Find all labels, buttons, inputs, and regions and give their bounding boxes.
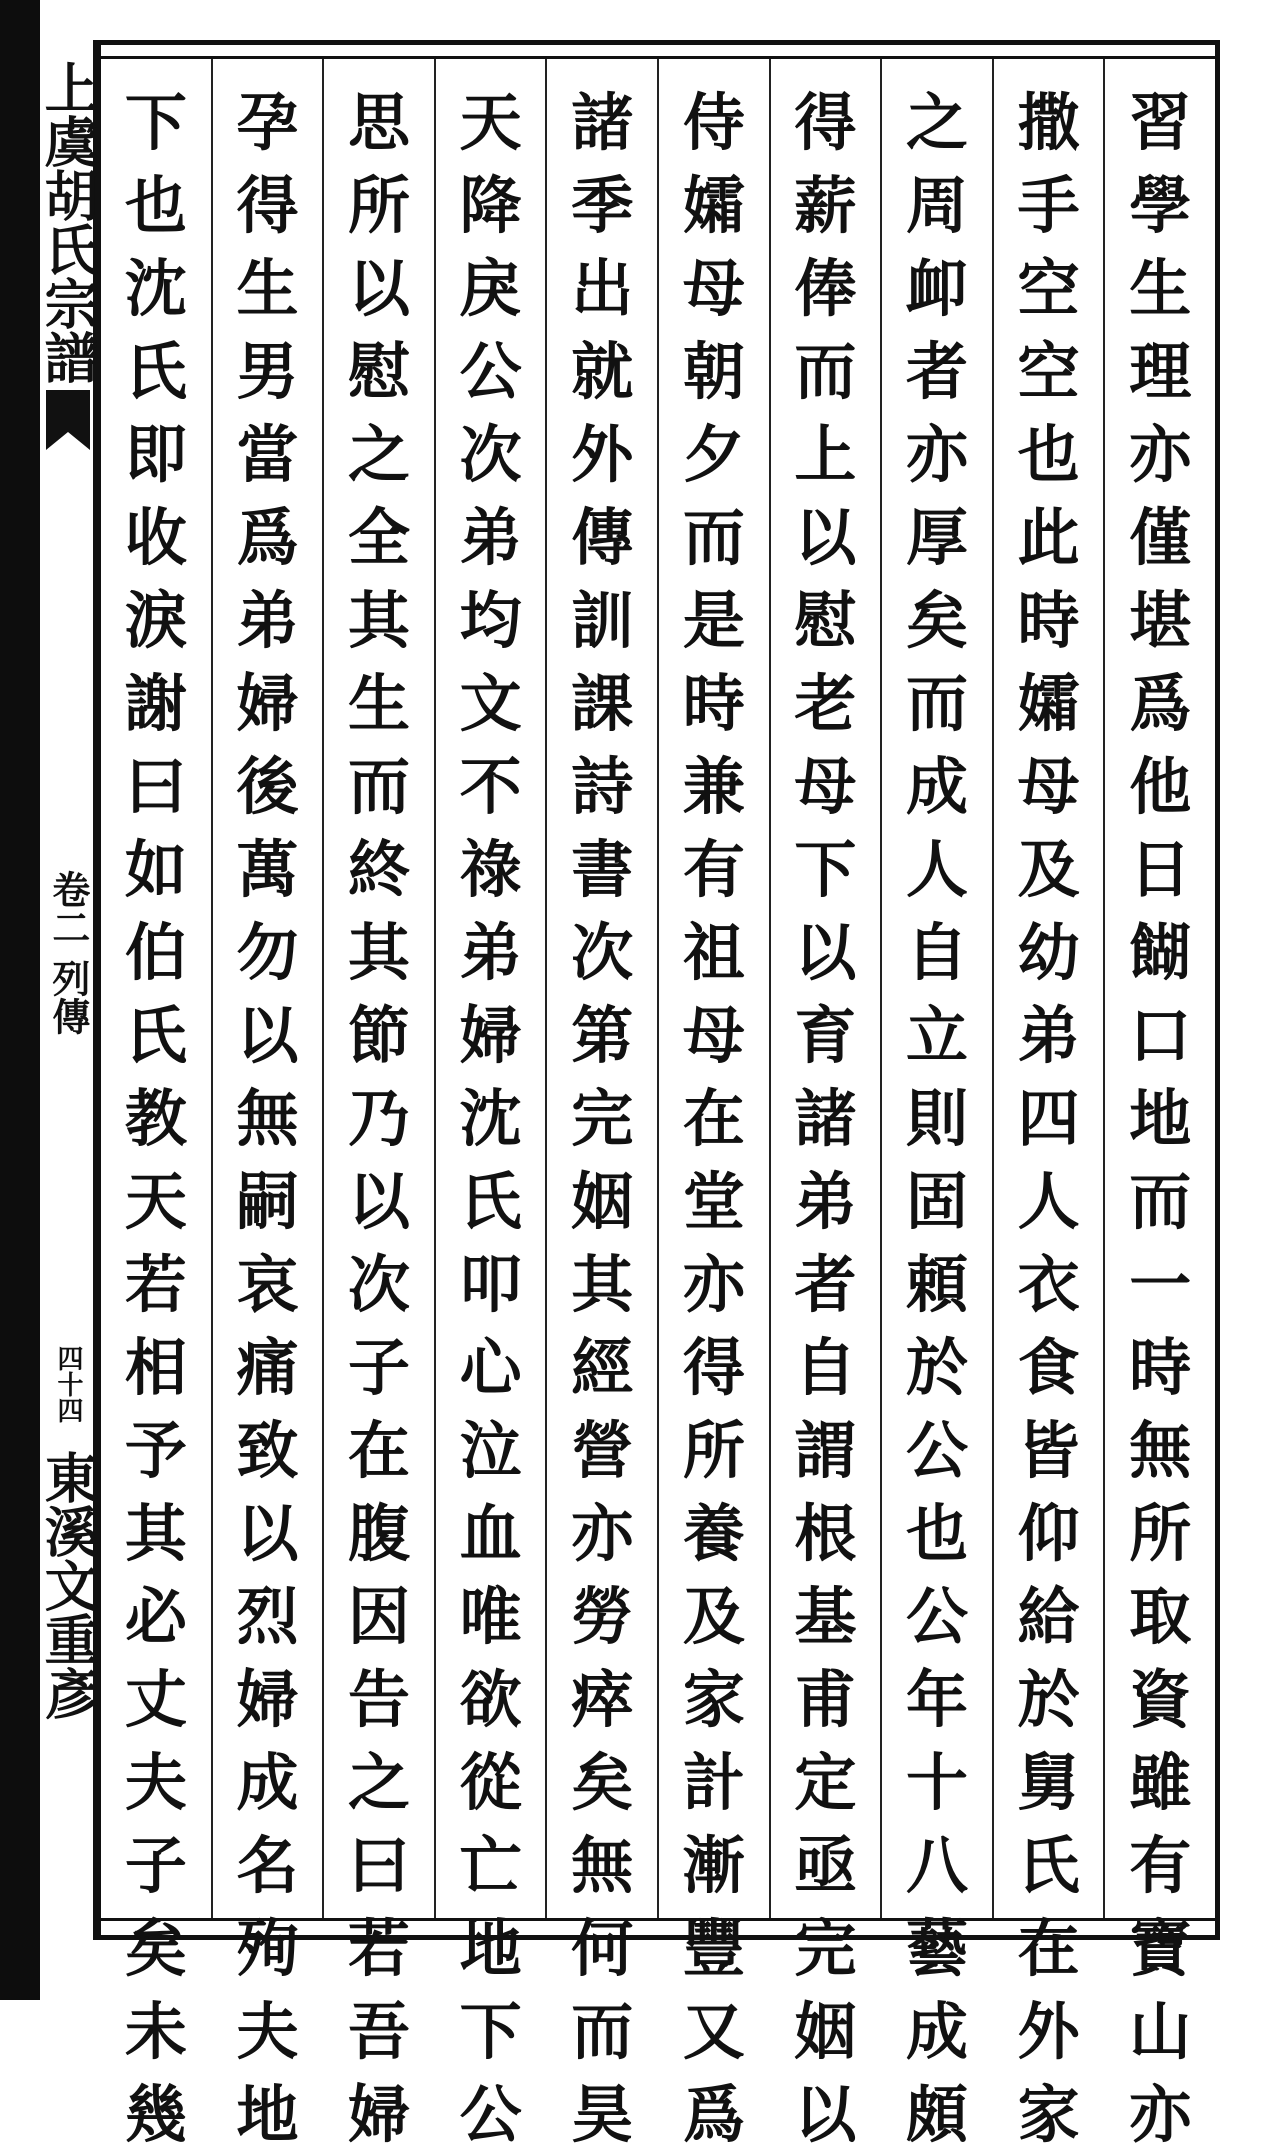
character: 外 bbox=[571, 418, 634, 491]
character: 氏 bbox=[124, 335, 187, 408]
character: 告 bbox=[348, 1663, 411, 1736]
character: 理 bbox=[1129, 335, 1192, 408]
character: 血 bbox=[459, 1497, 522, 1570]
character: 在 bbox=[348, 1414, 411, 1487]
character: 全 bbox=[348, 501, 411, 574]
character: 則 bbox=[906, 1082, 969, 1155]
character: 也 bbox=[906, 1497, 969, 1570]
character: 爲 bbox=[236, 501, 299, 574]
character: 亦 bbox=[906, 418, 969, 491]
book-title-main: 胡氏宗譜 bbox=[36, 168, 101, 384]
character: 婦 bbox=[348, 2078, 411, 2151]
character: 第 bbox=[571, 999, 634, 1072]
character: 予 bbox=[124, 1414, 187, 1487]
character: 出 bbox=[571, 252, 634, 325]
character: 而 bbox=[794, 335, 857, 408]
character: 有 bbox=[682, 833, 745, 906]
character: 公 bbox=[459, 335, 522, 408]
character: 弟 bbox=[459, 916, 522, 989]
text-column bbox=[101, 59, 211, 2151]
character: 慰 bbox=[348, 335, 411, 408]
character: 兼 bbox=[682, 750, 745, 823]
character: 淚 bbox=[124, 584, 187, 657]
volume-section-label: 卷二 列傳 bbox=[45, 870, 91, 1036]
text-column bbox=[322, 59, 434, 2151]
character: 在 bbox=[1017, 1912, 1080, 1985]
character: 亟 bbox=[794, 1829, 857, 1902]
character: 此 bbox=[1017, 501, 1080, 574]
character: 母 bbox=[794, 750, 857, 823]
character: 次 bbox=[348, 1248, 411, 1321]
character: 而 bbox=[682, 501, 745, 574]
character: 不 bbox=[459, 750, 522, 823]
character: 亦 bbox=[571, 1497, 634, 1570]
character: 矣 bbox=[124, 1912, 187, 1985]
character: 沈 bbox=[459, 1082, 522, 1155]
text-column bbox=[434, 59, 546, 2151]
character: 以 bbox=[348, 252, 411, 325]
character: 書 bbox=[571, 833, 634, 906]
character: 其 bbox=[571, 1248, 634, 1321]
character: 育 bbox=[794, 999, 857, 1072]
character: 萬 bbox=[236, 833, 299, 906]
character: 昊 bbox=[571, 2078, 634, 2151]
character: 堪 bbox=[1129, 584, 1192, 657]
character: 於 bbox=[1017, 1663, 1080, 1736]
character: 從 bbox=[459, 1746, 522, 1819]
character: 何 bbox=[571, 1912, 634, 1985]
character: 唯 bbox=[459, 1580, 522, 1653]
character: 後 bbox=[236, 750, 299, 823]
character: 終 bbox=[348, 833, 411, 906]
character: 甫 bbox=[794, 1663, 857, 1736]
character: 諸 bbox=[794, 1082, 857, 1155]
character: 厚 bbox=[906, 501, 969, 574]
character: 以 bbox=[236, 999, 299, 1072]
character: 其 bbox=[348, 916, 411, 989]
character: 弟 bbox=[794, 1165, 857, 1238]
character: 十 bbox=[906, 1746, 969, 1819]
character: 訓 bbox=[571, 584, 634, 657]
character: 養 bbox=[682, 1497, 745, 1570]
character: 定 bbox=[794, 1746, 857, 1819]
character: 亦 bbox=[1129, 2078, 1192, 2151]
character: 所 bbox=[1129, 1497, 1192, 1570]
character: 他 bbox=[1129, 750, 1192, 823]
text-column bbox=[992, 59, 1104, 2151]
character: 侍 bbox=[682, 86, 745, 159]
character: 完 bbox=[794, 1912, 857, 1985]
character: 空 bbox=[1017, 252, 1080, 325]
character: 學 bbox=[1129, 169, 1192, 242]
character: 未 bbox=[124, 1995, 187, 2068]
character: 謂 bbox=[794, 1414, 857, 1487]
character: 亦 bbox=[682, 1248, 745, 1321]
character: 婦 bbox=[236, 667, 299, 740]
character: 母 bbox=[682, 999, 745, 1072]
character: 年 bbox=[906, 1663, 969, 1736]
character: 謝 bbox=[124, 667, 187, 740]
character: 在 bbox=[682, 1082, 745, 1155]
character: 取 bbox=[1129, 1580, 1192, 1653]
character: 氏 bbox=[1017, 1829, 1080, 1902]
character: 戾 bbox=[459, 252, 522, 325]
character: 根 bbox=[794, 1497, 857, 1570]
character: 給 bbox=[1017, 1580, 1080, 1653]
character: 之 bbox=[348, 418, 411, 491]
character: 曰 bbox=[124, 750, 187, 823]
character: 祿 bbox=[459, 833, 522, 906]
character: 及 bbox=[1017, 833, 1080, 906]
character: 經 bbox=[571, 1331, 634, 1404]
character: 基 bbox=[794, 1580, 857, 1653]
character: 營 bbox=[571, 1414, 634, 1487]
character: 幾 bbox=[124, 2078, 187, 2151]
character: 母 bbox=[682, 252, 745, 325]
character: 頗 bbox=[906, 2078, 969, 2151]
character: 夫 bbox=[124, 1746, 187, 1819]
character: 頼 bbox=[906, 1248, 969, 1321]
character: 勞 bbox=[571, 1580, 634, 1653]
book-spine-edge bbox=[0, 0, 40, 2000]
character: 沈 bbox=[124, 252, 187, 325]
character: 次 bbox=[571, 916, 634, 989]
character: 餬 bbox=[1129, 916, 1192, 989]
character: 也 bbox=[1017, 418, 1080, 491]
character: 舅 bbox=[1017, 1746, 1080, 1819]
character: 外 bbox=[1017, 1995, 1080, 2068]
character: 夫 bbox=[236, 1995, 299, 2068]
character: 天 bbox=[459, 86, 522, 159]
character: 教 bbox=[124, 1082, 187, 1155]
character: 思 bbox=[348, 86, 411, 159]
fishtail-mark-icon bbox=[46, 390, 90, 450]
character: 人 bbox=[906, 833, 969, 906]
character: 生 bbox=[236, 252, 299, 325]
character: 人 bbox=[1017, 1165, 1080, 1238]
character: 家 bbox=[1017, 2078, 1080, 2151]
character: 孀 bbox=[1017, 667, 1080, 740]
character: 婦 bbox=[459, 999, 522, 1072]
character: 吾 bbox=[348, 1995, 411, 2068]
character: 以 bbox=[794, 501, 857, 574]
character: 亡 bbox=[459, 1829, 522, 1902]
character: 自 bbox=[906, 916, 969, 989]
character: 生 bbox=[348, 667, 411, 740]
character: 爲 bbox=[1129, 667, 1192, 740]
character: 周 bbox=[906, 169, 969, 242]
character: 之 bbox=[348, 1746, 411, 1819]
character: 腹 bbox=[348, 1497, 411, 1570]
character: 致 bbox=[236, 1414, 299, 1487]
character: 成 bbox=[906, 1995, 969, 2068]
character: 山 bbox=[1129, 1995, 1192, 2068]
character: 習 bbox=[1129, 86, 1192, 159]
character: 季 bbox=[571, 169, 634, 242]
character: 勿 bbox=[236, 916, 299, 989]
character: 日 bbox=[1129, 833, 1192, 906]
character: 以 bbox=[794, 916, 857, 989]
character: 而 bbox=[1129, 1165, 1192, 1238]
character: 慰 bbox=[794, 584, 857, 657]
character: 家 bbox=[682, 1663, 745, 1736]
character: 天 bbox=[124, 1165, 187, 1238]
character: 其 bbox=[124, 1497, 187, 1570]
character: 皆 bbox=[1017, 1414, 1080, 1487]
character: 生 bbox=[1129, 252, 1192, 325]
character: 之 bbox=[906, 86, 969, 159]
character: 薪 bbox=[794, 169, 857, 242]
character: 及 bbox=[682, 1580, 745, 1653]
character: 欲 bbox=[459, 1663, 522, 1736]
character: 弟 bbox=[459, 501, 522, 574]
character: 藝 bbox=[906, 1912, 969, 1985]
character: 寶 bbox=[1129, 1912, 1192, 1985]
character: 下 bbox=[459, 1995, 522, 2068]
character: 又 bbox=[682, 1995, 745, 2068]
character: 自 bbox=[794, 1331, 857, 1404]
character: 即 bbox=[124, 418, 187, 491]
character: 亦 bbox=[1129, 418, 1192, 491]
character: 於 bbox=[906, 1331, 969, 1404]
character: 無 bbox=[1129, 1414, 1192, 1487]
character: 殉 bbox=[236, 1912, 299, 1985]
character: 也 bbox=[124, 169, 187, 242]
character: 均 bbox=[459, 584, 522, 657]
character: 瘁 bbox=[571, 1663, 634, 1736]
character: 地 bbox=[459, 1912, 522, 1985]
character: 曰 bbox=[348, 1829, 411, 1902]
character: 上 bbox=[794, 418, 857, 491]
character: 若 bbox=[124, 1248, 187, 1321]
character: 孀 bbox=[682, 169, 745, 242]
character: 詩 bbox=[571, 750, 634, 823]
character: 成 bbox=[906, 750, 969, 823]
character: 相 bbox=[124, 1331, 187, 1404]
character: 下 bbox=[794, 833, 857, 906]
character: 而 bbox=[348, 750, 411, 823]
character: 如 bbox=[124, 833, 187, 906]
character: 時 bbox=[1017, 584, 1080, 657]
character: 乃 bbox=[348, 1082, 411, 1155]
character: 漸 bbox=[682, 1829, 745, 1902]
character: 節 bbox=[348, 999, 411, 1072]
character: 時 bbox=[682, 667, 745, 740]
character: 無 bbox=[571, 1829, 634, 1902]
character: 是 bbox=[682, 584, 745, 657]
character: 母 bbox=[1017, 750, 1080, 823]
character: 八 bbox=[906, 1829, 969, 1902]
text-column bbox=[880, 59, 992, 2151]
character: 祖 bbox=[682, 916, 745, 989]
character: 降 bbox=[459, 169, 522, 242]
text-column bbox=[657, 59, 769, 2151]
character: 氏 bbox=[124, 999, 187, 1072]
character: 手 bbox=[1017, 169, 1080, 242]
character: 得 bbox=[682, 1331, 745, 1404]
character: 次 bbox=[459, 418, 522, 491]
character: 嗣 bbox=[236, 1165, 299, 1238]
character: 姻 bbox=[794, 1995, 857, 2068]
character: 爲 bbox=[682, 2078, 745, 2151]
character: 丈 bbox=[124, 1663, 187, 1736]
character: 卹 bbox=[906, 252, 969, 325]
text-column bbox=[1103, 59, 1215, 2151]
text-column bbox=[769, 59, 881, 2151]
character: 者 bbox=[906, 335, 969, 408]
character: 地 bbox=[236, 2078, 299, 2151]
character: 得 bbox=[236, 169, 299, 242]
character: 者 bbox=[794, 1248, 857, 1321]
character: 諸 bbox=[571, 86, 634, 159]
character: 固 bbox=[906, 1165, 969, 1238]
character: 立 bbox=[906, 999, 969, 1072]
hall-name: 東溪文重彥 bbox=[36, 1450, 101, 1720]
character: 撒 bbox=[1017, 86, 1080, 159]
character: 成 bbox=[236, 1746, 299, 1819]
character: 豐 bbox=[682, 1912, 745, 1985]
character: 以 bbox=[236, 1497, 299, 1570]
character: 公 bbox=[459, 2078, 522, 2151]
character: 而 bbox=[906, 667, 969, 740]
character: 雖 bbox=[1129, 1746, 1192, 1819]
character: 所 bbox=[348, 169, 411, 242]
character: 食 bbox=[1017, 1331, 1080, 1404]
character: 公 bbox=[906, 1414, 969, 1487]
character: 泣 bbox=[459, 1414, 522, 1487]
character: 矣 bbox=[571, 1746, 634, 1819]
character: 衣 bbox=[1017, 1248, 1080, 1321]
character: 得 bbox=[794, 86, 857, 159]
character: 老 bbox=[794, 667, 857, 740]
character: 叩 bbox=[459, 1248, 522, 1321]
character: 因 bbox=[348, 1580, 411, 1653]
character: 僅 bbox=[1129, 501, 1192, 574]
character: 有 bbox=[1129, 1829, 1192, 1902]
character: 資 bbox=[1129, 1663, 1192, 1736]
character: 所 bbox=[682, 1414, 745, 1487]
character: 朝 bbox=[682, 335, 745, 408]
character: 仰 bbox=[1017, 1497, 1080, 1570]
character: 夕 bbox=[682, 418, 745, 491]
character: 就 bbox=[571, 335, 634, 408]
book-title bbox=[36, 60, 101, 456]
character: 弟 bbox=[236, 584, 299, 657]
character: 男 bbox=[236, 335, 299, 408]
character: 時 bbox=[1129, 1331, 1192, 1404]
character: 孕 bbox=[236, 86, 299, 159]
character: 其 bbox=[348, 584, 411, 657]
character: 而 bbox=[571, 1995, 634, 2068]
character: 痛 bbox=[236, 1331, 299, 1404]
character: 當 bbox=[236, 418, 299, 491]
character: 完 bbox=[571, 1082, 634, 1155]
character: 俸 bbox=[794, 252, 857, 325]
character: 哀 bbox=[236, 1248, 299, 1321]
character: 幼 bbox=[1017, 916, 1080, 989]
character: 以 bbox=[794, 2078, 857, 2151]
character: 氏 bbox=[459, 1165, 522, 1238]
text-column bbox=[545, 59, 657, 2151]
character: 名 bbox=[236, 1829, 299, 1902]
character: 無 bbox=[236, 1082, 299, 1155]
character: 四 bbox=[1017, 1082, 1080, 1155]
character: 一 bbox=[1129, 1248, 1192, 1321]
character: 必 bbox=[124, 1580, 187, 1653]
character: 文 bbox=[459, 667, 522, 740]
character: 子 bbox=[124, 1829, 187, 1902]
book-title-prefix: 上虞 bbox=[36, 60, 101, 168]
character: 地 bbox=[1129, 1082, 1192, 1155]
character: 姻 bbox=[571, 1165, 634, 1238]
character: 空 bbox=[1017, 335, 1080, 408]
character: 下 bbox=[124, 86, 187, 159]
character: 伯 bbox=[124, 916, 187, 989]
character: 若 bbox=[348, 1912, 411, 1985]
text-column bbox=[211, 59, 323, 2151]
text-body bbox=[101, 59, 1215, 2151]
character: 烈 bbox=[236, 1580, 299, 1653]
character: 婦 bbox=[236, 1663, 299, 1736]
character: 計 bbox=[682, 1746, 745, 1819]
character: 子 bbox=[348, 1331, 411, 1404]
character: 矣 bbox=[906, 584, 969, 657]
character: 收 bbox=[124, 501, 187, 574]
character: 傳 bbox=[571, 501, 634, 574]
character: 課 bbox=[571, 667, 634, 740]
character: 弟 bbox=[1017, 999, 1080, 1072]
character: 口 bbox=[1129, 999, 1192, 1072]
character: 心 bbox=[459, 1331, 522, 1404]
character: 堂 bbox=[682, 1165, 745, 1238]
page-number: 四十四 bbox=[53, 1345, 83, 1423]
character: 以 bbox=[348, 1165, 411, 1238]
character: 公 bbox=[906, 1580, 969, 1653]
